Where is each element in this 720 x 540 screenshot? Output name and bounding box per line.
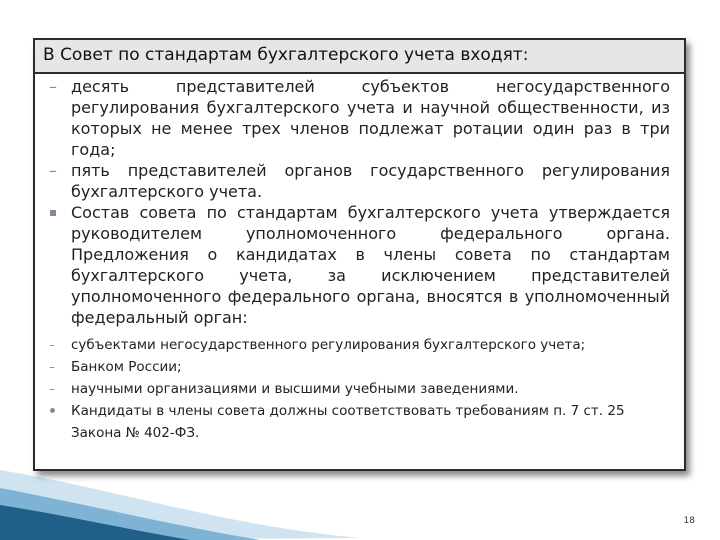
sub-list-item [45, 334, 670, 356]
dash-marker: – [49, 77, 57, 96]
page-number: 18 [683, 516, 695, 526]
sub-list-item [45, 356, 670, 378]
sub-list-item [45, 400, 670, 444]
slide-frame [33, 38, 686, 471]
sub-list-item-text: Банком России; [71, 359, 182, 375]
list-item [45, 76, 670, 160]
list-item-text: пять представителей органов государственного регулирования бухгалтерского учета. [71, 161, 670, 201]
content-list [45, 76, 670, 444]
square-bullet-icon [45, 202, 71, 328]
sub-list-item-text: Кандидаты в члены совета должны соответствовать требованиям п. 7 ст. 25 Закона № 402-ФЗ. [71, 403, 625, 441]
header-band [35, 40, 684, 74]
slide-title: В Совет по стандартам бухгалтерского учета входят: [43, 45, 529, 65]
circle-bullet-icon [45, 400, 71, 444]
sub-list-item-text: субъектами негосударственного регулирования бухгалтерского учета; [71, 337, 586, 353]
list-item [45, 160, 670, 202]
sub-list-item-text: научными организациями и высшими учебными заведениями. [71, 381, 519, 397]
sub-list-item [45, 378, 670, 400]
dash-marker: – [49, 161, 57, 180]
list-item-text: десять представителей субъектов негосударственного регулирования бухгалтерского учета и научной общественности, из которых не менее трех членов подлежат ротации один раз в три года; [71, 77, 670, 159]
list-item-text: Состав совета по стандартам бухгалтерского учета утверждается руководителем уполномоченного федерального органа. Предложения о кандидатах в члены совета по стандартам бухгалтерского учета, за исключением представителей уполномоченного федерального органа, вносятся в уполномоченный федеральный орган: [71, 203, 670, 327]
list-item [45, 202, 670, 328]
dash-marker: – [49, 382, 55, 396]
dash-marker: – [49, 338, 55, 352]
dash-marker: – [49, 360, 55, 374]
